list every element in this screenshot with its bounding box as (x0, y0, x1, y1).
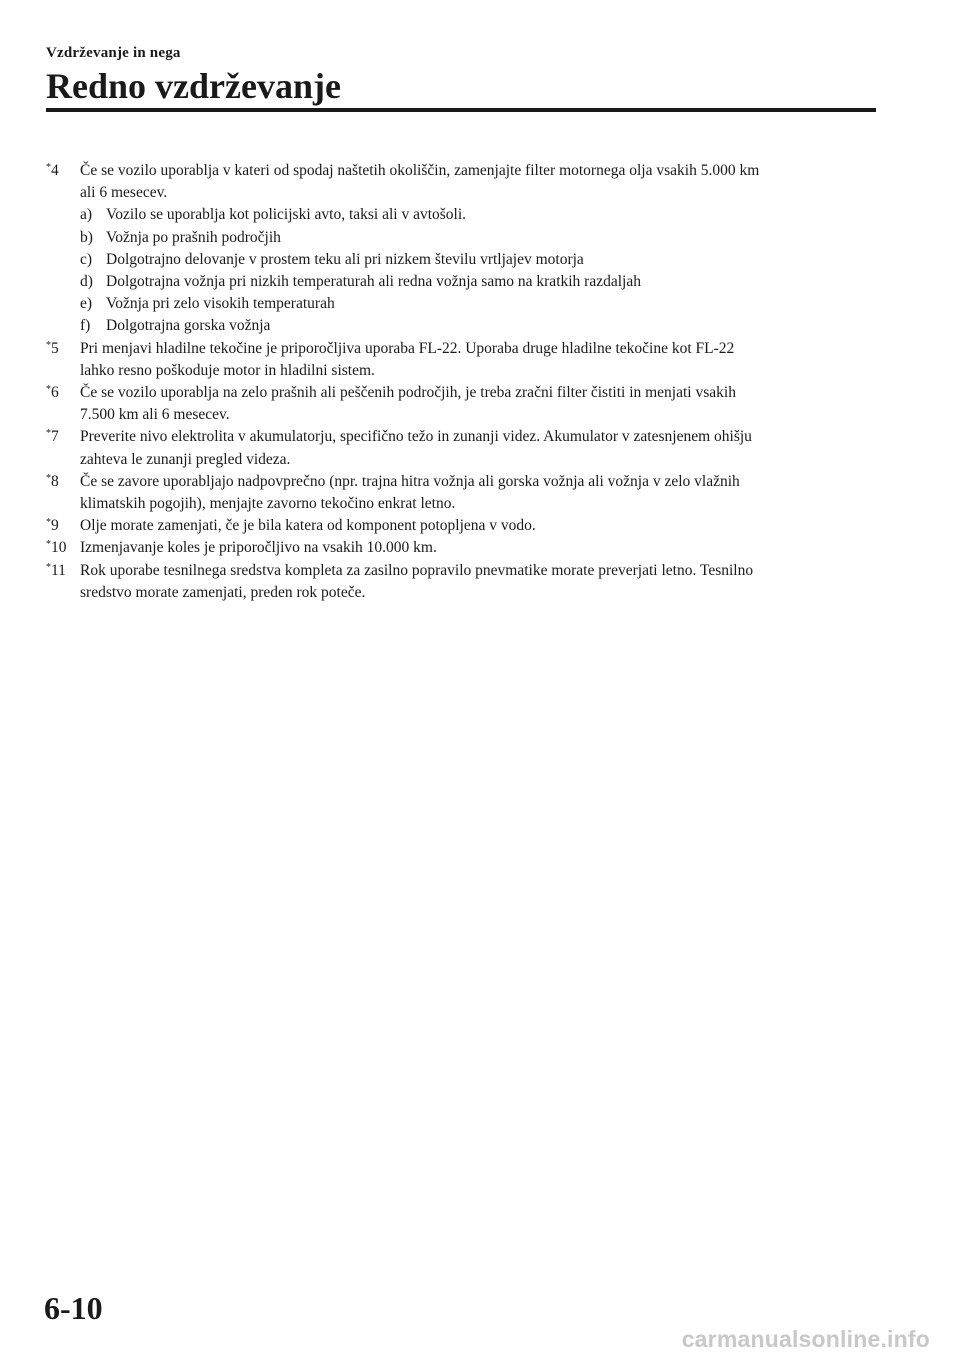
footnote-9 (46, 515, 876, 537)
footnote-line: Rok uporabe tesnilnega sredstva kompleta za zasilno popravilo pnevmatike morate preverjati letno. Tesnilno (80, 561, 754, 579)
footnote-number (46, 382, 80, 426)
page-title: Redno vzdrževanje (46, 66, 341, 106)
footnote-index: 6 (51, 384, 59, 402)
footnote-7 (46, 426, 876, 470)
footnote-asterisk: * (46, 339, 51, 351)
footnote-line: zahteva le zunanji pregled videza. (80, 450, 291, 468)
condition-item (80, 271, 876, 293)
footnote-line: Če se zavore uporabljajo nadpovprečno (npr. trajna hitra vožnja ali gorska vožnja ali vožnja v zelo vlažnih (80, 472, 740, 490)
footnote-8 (46, 471, 876, 515)
condition-letter: c) (80, 250, 93, 268)
condition-text: Vozilo se uporablja kot policijski avto, taksi ali v avtošoli. (106, 206, 467, 224)
condition-letter: e) (80, 295, 93, 313)
footnote-line: sredstvo morate zamenjati, preden rok poteče. (80, 583, 366, 601)
footnote-index: 10 (51, 539, 67, 557)
footnote-10 (46, 537, 876, 559)
footnote-line: Če se vozilo uporablja v kateri od spodaj naštetih okoliščin, zamenjajte filter motornega olja vsakih 5.000 km (80, 162, 760, 179)
condition-text: Dolgotrajna vožnja pri nizkih temperaturah ali redna vožnja samo na kratkih razdaljah (106, 273, 641, 291)
footnote-index: 7 (51, 428, 59, 446)
footnote-index: 9 (51, 517, 59, 535)
page-header (46, 44, 876, 108)
footnote-5 (46, 338, 876, 382)
condition-letter: f) (80, 317, 91, 335)
condition-text: Vožnja pri zelo visokih temperaturah (106, 295, 335, 313)
footnote-body (80, 338, 876, 382)
notes-list (46, 160, 876, 604)
condition-letter: d) (80, 273, 93, 291)
condition-item (80, 293, 876, 315)
footnote-body (80, 515, 876, 537)
condition-text: Dolgotrajna gorska vožnja (106, 317, 271, 335)
footnote-asterisk: * (46, 162, 51, 173)
footnote-line: Če se vozilo uporablja na zelo prašnih ali peščenih področjih, je treba zračni filter čistiti in menjati vsakih (80, 384, 736, 402)
footnote-line: 7.500 km ali 6 mesecev. (80, 406, 230, 424)
condition-item (80, 315, 876, 337)
condition-text: Dolgotrajno delovanje v prostem teku ali pri nizkem številu vrtljajev motorja (106, 250, 584, 268)
condition-text: Vožnja po prašnih področjih (106, 228, 281, 246)
footnote-6 (46, 382, 876, 426)
condition-letter: a) (80, 206, 93, 224)
section-label: Vzdrževanje in nega (46, 45, 181, 61)
condition-item (80, 204, 876, 226)
header-rule (46, 108, 876, 112)
footnote-asterisk: * (46, 428, 51, 440)
footnote-body (80, 382, 876, 426)
footnote-line: Preverite nivo elektrolita v akumulatorju, specifično težo in zunanji videz. Akumulator v zatesnjenem ohišju (80, 428, 752, 446)
footnote-index: 11 (51, 561, 66, 579)
footnote-body (80, 560, 876, 604)
footnote-4 (46, 160, 876, 338)
condition-item (80, 249, 876, 271)
footnote-11 (46, 560, 876, 604)
footnote-number (46, 160, 80, 338)
footnote-index: 8 (51, 472, 59, 490)
footnote-asterisk: * (46, 561, 51, 573)
footnote-line: ali 6 mesecev. (80, 184, 168, 202)
footnote-number (46, 426, 80, 470)
footnote-body (80, 537, 876, 559)
condition-list (80, 204, 876, 337)
footnote-asterisk: * (46, 384, 51, 396)
page-number: 6-10 (44, 1290, 103, 1326)
footnote-number (46, 471, 80, 515)
footnote-asterisk: * (46, 539, 51, 551)
footnote-index: 4 (51, 162, 59, 179)
footnote-body (80, 426, 876, 470)
condition-letter: b) (80, 228, 93, 246)
footnote-body (80, 160, 876, 338)
footnote-number (46, 338, 80, 382)
footnote-line: lahko resno poškoduje motor in hladilni sistem. (80, 361, 375, 379)
condition-item (80, 227, 876, 249)
footnote-index: 5 (51, 339, 59, 357)
watermark: carmanualsonline.info (681, 1326, 930, 1352)
footnote-number (46, 537, 80, 559)
footnote-number (46, 515, 80, 537)
footnote-number (46, 560, 80, 604)
footnote-line: Pri menjavi hladilne tekočine je priporočljiva uporaba FL-22. Uporaba druge hladilne tekočine kot FL-22 (80, 339, 735, 357)
footnote-asterisk: * (46, 517, 51, 529)
footnote-line: Izmenjavanje koles je priporočljivo na vsakih 10.000 km. (80, 539, 437, 557)
footnote-line: Olje morate zamenjati, če je bila katera od komponent potopljena v vodo. (80, 517, 536, 535)
footnote-line: klimatskih pogojih), menjajte zavorno tekočino enkrat letno. (80, 495, 456, 513)
footnote-body (80, 471, 876, 515)
footnote-asterisk: * (46, 472, 51, 484)
